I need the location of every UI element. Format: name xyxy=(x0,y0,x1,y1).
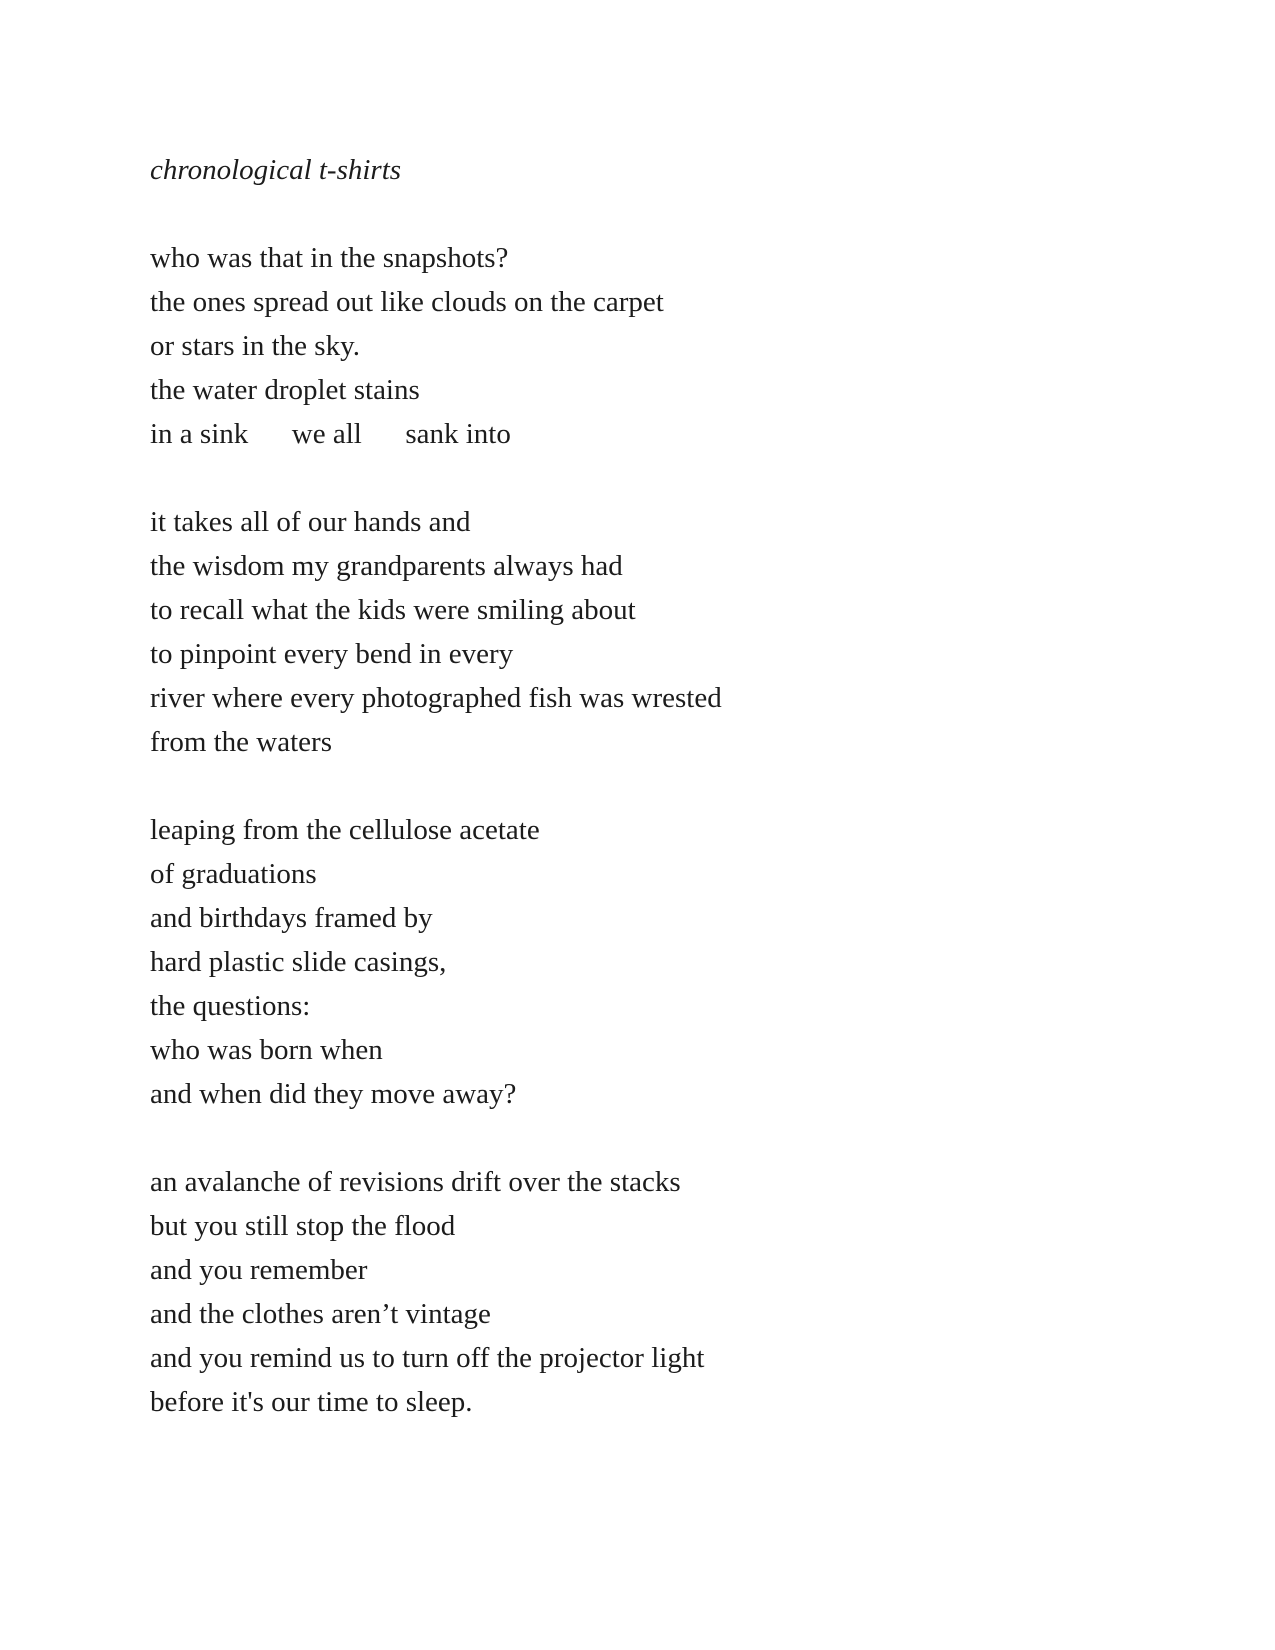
poem xyxy=(150,148,1150,1468)
poem-line: but you still stop the flood xyxy=(150,1210,456,1242)
poem-line: and when did they move away? xyxy=(150,1078,517,1110)
poem-line: and you remind us to turn off the projector light xyxy=(150,1342,705,1374)
poem-line: leaping from the cellulose acetate xyxy=(150,814,540,846)
poem-line: the wisdom my grandparents always had xyxy=(150,550,623,582)
poem-line: and you remember xyxy=(150,1254,368,1286)
stanza-3 xyxy=(150,808,1150,1116)
poem-line: the questions: xyxy=(150,990,311,1022)
poem-line: the ones spread out like clouds on the carpet xyxy=(150,286,664,318)
poem-line: hard plastic slide casings, xyxy=(150,946,447,978)
poem-line: who was born when xyxy=(150,1034,383,1066)
poem-line: and the clothes aren’t vintage xyxy=(150,1298,491,1330)
poem-line: and birthdays framed by xyxy=(150,902,433,934)
poem-line: an avalanche of revisions drift over the stacks xyxy=(150,1166,681,1198)
poem-title: chronological t-shirts xyxy=(150,154,402,186)
stanza-1 xyxy=(150,236,1150,456)
poem-line: who was that in the snapshots? xyxy=(150,242,509,274)
stanza-2 xyxy=(150,500,1150,764)
poem-line: of graduations xyxy=(150,858,317,890)
poem-line: in a sink we all sank into xyxy=(150,418,511,450)
poem-line: before it's our time to sleep. xyxy=(150,1386,473,1418)
poem-line: from the waters xyxy=(150,726,332,758)
poem-line: or stars in the sky. xyxy=(150,330,360,362)
poem-line: the water droplet stains xyxy=(150,374,420,406)
poem-line: to pinpoint every bend in every xyxy=(150,638,514,670)
poem-line: it takes all of our hands and xyxy=(150,506,471,538)
stanza-4 xyxy=(150,1160,1150,1424)
poem-line: to recall what the kids were smiling about xyxy=(150,594,636,626)
poem-line: river where every photographed fish was wrested xyxy=(150,682,722,714)
